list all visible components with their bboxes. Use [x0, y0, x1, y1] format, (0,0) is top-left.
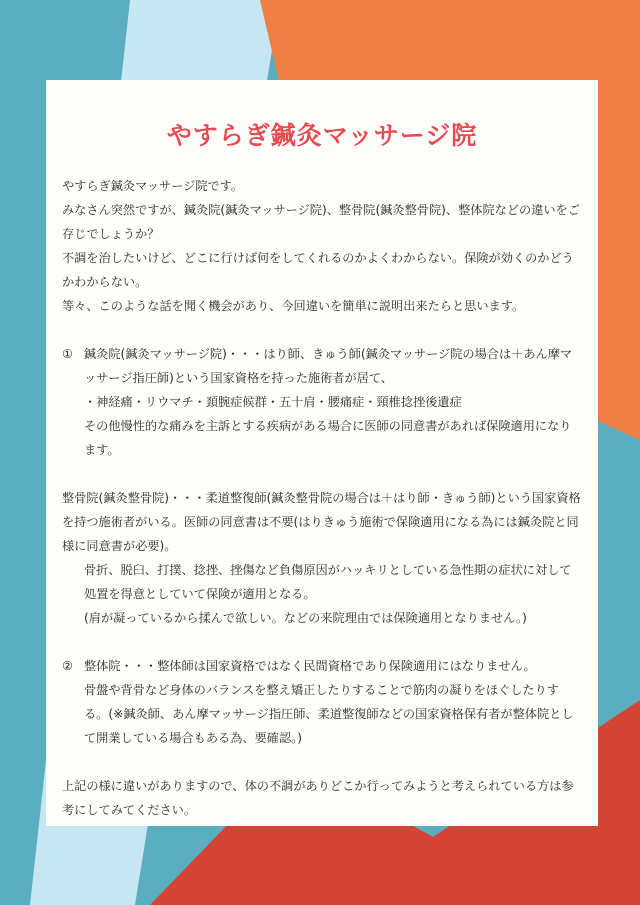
- intro-line-3: 不調を治したいけど、どこに行けば何をしてくれるのかよくわからない。保険が効くのかどうかわからない。: [62, 251, 574, 289]
- section-acupuncture: [62, 342, 582, 462]
- section-seitai: [62, 654, 582, 750]
- section-osteopathic-text: 整骨院(鍼灸整骨院)・・・柔道整復師(鍼灸整骨院の場合は＋はり師・きゅう師)という国家資格を持つ施術者がいる。医師の同意書は不要(はりきゅう施術で保険適用になる為には鍼灸院と同様に同意書が必要)。: [62, 491, 581, 553]
- document-body: [62, 174, 582, 822]
- spacer: [62, 462, 582, 486]
- section-marker-2: ②: [62, 659, 73, 673]
- section-osteopathic-detail: 骨折、脱臼、打撲、捻挫、挫傷など負傷原因がハッキリとしている急性期の症状に対して処置を得意としていて保険が適用となる。: [84, 563, 572, 601]
- spacer: [62, 318, 582, 342]
- content-card: [46, 80, 598, 826]
- section-seitai-text: 整体院・・・整体師は国家資格ではなく民間資格であり保険適用にはなりません。: [84, 659, 536, 673]
- section-marker-1: ①: [62, 347, 73, 361]
- section-acupuncture-note: その他慢性的な痛みを主訴とする疾病がある場合に医師の同意書があれば保険適用になります。: [84, 419, 572, 457]
- intro-line-2: みなさん突然ですが、鍼灸院(鍼灸マッサージ院)、整骨院(鍼灸整骨院)、整体院などの違いをご存じでしょうか？: [62, 203, 580, 241]
- section-acupuncture-text: 鍼灸院(鍼灸マッサージ院)・・・はり師、きゅう師(鍼灸マッサージ院の場合は＋あん摩マッサージ指圧師)という国家資格を持った施術者が居て、: [84, 347, 573, 385]
- page-title: やすらぎ鍼灸マッサージ院: [166, 121, 478, 150]
- section-acupuncture-conditions: ・神経痛・リウマチ・頚腕症候群・五十肩・腰痛症・頸椎捻挫後遺症: [84, 395, 462, 409]
- spacer: [62, 750, 582, 774]
- intro-line-1: やすらぎ鍼灸マッサージ院です。: [62, 179, 244, 193]
- section-osteopathic-note: (肩が凝っているから揉んで欲しい。などの来院理由では保険適用となりません。): [84, 611, 527, 625]
- section-osteopathic: [62, 486, 582, 630]
- spacer: [62, 630, 582, 654]
- intro-line-4: 等々、このような話を聞く機会があり、今回違いを簡単に説明出来たらと思います。: [62, 299, 525, 313]
- closing-paragraph: 上記の様に違いがありますので、体の不調がありどこか行ってみようと考えられている方は参考にしてみてください。: [62, 779, 574, 817]
- section-seitai-detail: 骨盤や背骨など身体のバランスを整え矯正したりすることで筋肉の凝りをほぐしたりする。(※鍼灸師、あん摩マッサージ指圧師、柔道整復師などの国家資格保有者が整体院として開業している場合もある為、要確認。): [84, 683, 574, 745]
